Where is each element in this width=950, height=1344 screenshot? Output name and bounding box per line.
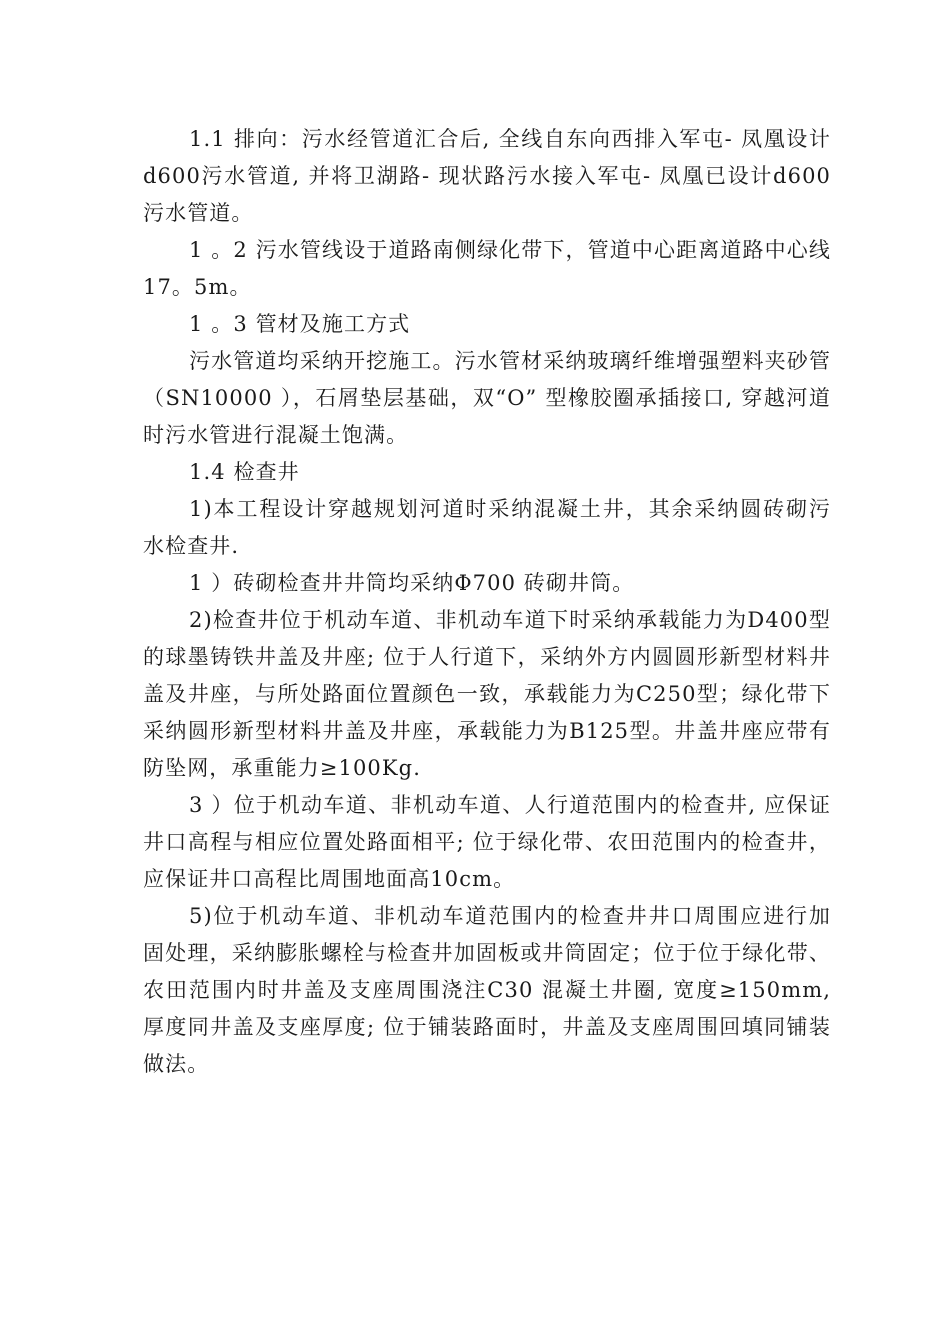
paragraph-well-cover: 2)检查井位于机动车道、非机动车道下时采纳承载能力为D400型的球墨铸铁井盖及井座; 位于人行道下，采纳外方内圆圆形新型材料井盖及井座，与所处路面位置颜色一致，承载能力为C250型；绿化带下采纳圆形新型材料井盖及井座，承载能力为B125型。井盖井座应带有防坠网，承重能力≥100Kg. — [143, 608, 831, 780]
paragraph-discharge-direction: 1.1 排向：污水经管道汇合后, 全线自东向西排入军屯- 凤凰设计d600污水管道, 并将卫湖路- 现状路污水接入军屯- 凤凰已设计d600污水管道。 — [143, 127, 831, 225]
paragraph-well-shaft: 1 ）砖砌检查井井筒均采纳Φ700 砖砌井筒。 — [189, 571, 635, 595]
heading-pipe-material: 1 。3 管材及施工方式 — [189, 312, 411, 336]
document-page — [143, 121, 831, 1083]
paragraph-pipe-material: 污水管道均采纳开挖施工。污水管材采纳玻璃纤维增强塑料夹砂管（SN10000 ），石屑垫层基础，双“O” 型橡胶圈承插接口, 穿越河道时污水管进行混凝土饱满。 — [143, 349, 831, 447]
paragraph-well-reinforcement: 5)位于机动车道、非机动车道范围内的检查井井口周围应进行加固处理，采纳膨胀螺栓与检查井加固板或井筒固定；位于位于绿化带、农田范围内时井盖及支座周围浇注C30 混凝土井圈, 宽度≥150mm, 厚度同井盖及支座厚度; 位于铺装路面时，井盖及支座周围回填同铺装做法。 — [143, 904, 831, 1076]
heading-inspection-well: 1.4 检查井 — [189, 460, 300, 484]
paragraph-well-type: 1)本工程设计穿越规划河道时采纳混凝土井，其余采纳圆砖砌污水检查井. — [143, 497, 831, 558]
paragraph-pipeline-location: 1 。2 污水管线设于道路南侧绿化带下，管道中心距离道路中心线17。5m。 — [143, 238, 831, 299]
paragraph-well-elevation: 3 ）位于机动车道、非机动车道、人行道范围内的检查井, 应保证井口高程与相应位置处路面相平; 位于绿化带、农田范围内的检查井，应保证井口高程比周围地面高10cm。 — [143, 793, 831, 891]
